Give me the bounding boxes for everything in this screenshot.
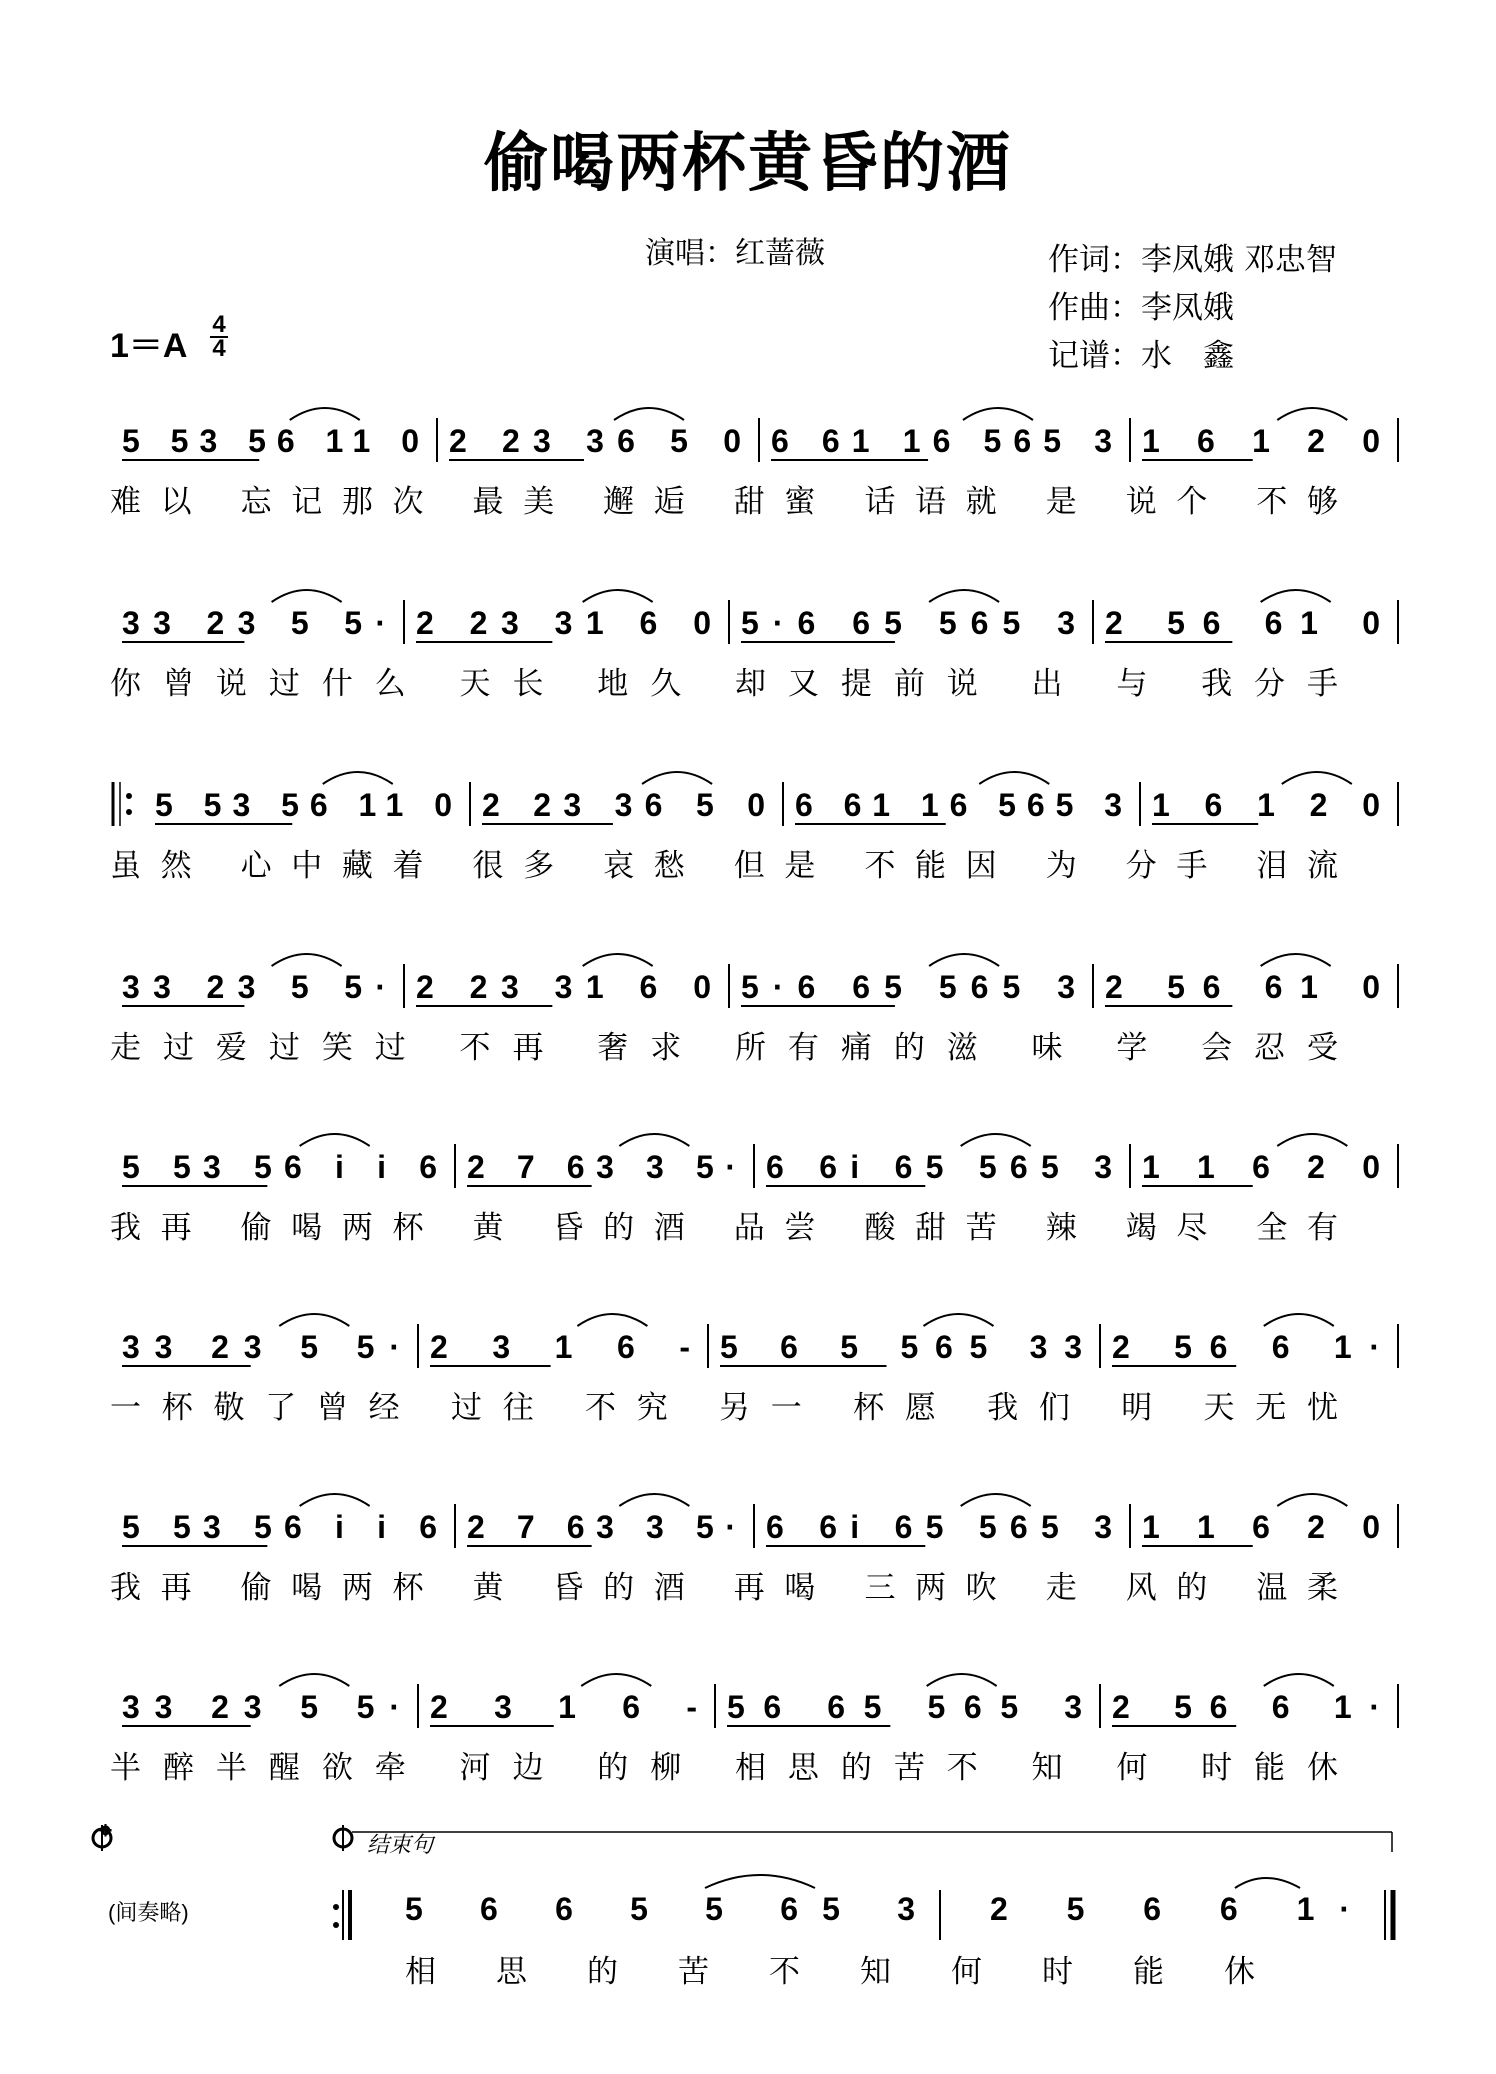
lyric-line: 一杯敬了曾经 过往 不究 另一 杯愿 我们 明 天无忧 [110, 1390, 1338, 1426]
measure-notes: 56 65 565 3 [727, 1689, 1082, 1725]
tie-arc [1261, 590, 1331, 602]
measure-notes: 5·6 65 565 3 [741, 605, 1075, 641]
coda-lyric-line: 相 思 的 苦 不 知 何 时 能 休 [405, 1954, 1255, 1990]
measure-notes: 5 53 56 11 0 [122, 423, 419, 459]
measure-notes: 5 53 56 i i 6 [122, 1509, 437, 1545]
measure-notes: 2 3 1 6 - [430, 1329, 690, 1365]
coda-measure-notes: 5 6 6 5 5 65 3 [405, 1891, 915, 1927]
tie-arc [963, 408, 1033, 420]
tie-arc [619, 1134, 689, 1146]
tie-arc [1264, 1674, 1334, 1686]
coda-measure-notes: 2 5 6 6 1· [990, 1891, 1350, 1927]
tie-arc [961, 1134, 1031, 1146]
measure-notes: 1 1 6 2 0 [1142, 1149, 1380, 1185]
composer-credit: 作曲：李凤娥 [1048, 290, 1234, 326]
tie-arc [279, 1314, 349, 1326]
song-title: 偷喝两杯黄昏的酒 [484, 126, 1012, 201]
measure-notes: 2 7 63 3 5· [467, 1509, 736, 1545]
tie-arc [272, 954, 342, 966]
tie-arc [581, 1674, 651, 1686]
tie-arc [300, 1494, 370, 1506]
measure-notes: 5 6 5 565 33 [720, 1329, 1082, 1365]
measure-notes: 1 1 6 2 0 [1142, 1509, 1380, 1545]
lyric-line: 我再 偷喝两杯 黄 昏的酒 再喝 三两吹 走 风的 温柔 [110, 1570, 1339, 1606]
lyric-line: 难以 忘记那次 最美 邂逅 甜蜜 话语就 是 说个 不够 [110, 484, 1339, 520]
coda-symbol: 𝄌 [100, 1818, 112, 1854]
tie-arc [272, 590, 342, 602]
ending-label: 结束句 [367, 1832, 434, 1857]
measure-notes: 5·6 65 565 3 [741, 969, 1075, 1005]
repeat-dot [333, 1904, 339, 1910]
measure-notes: 2 56 6 1· [1112, 1329, 1380, 1365]
interlude-label: (间奏略) [108, 1900, 189, 1925]
measure-notes: 2 56 61 0 [1105, 969, 1380, 1005]
tie-arc [961, 1494, 1031, 1506]
transcriber-credit: 记谱：水 鑫 [1048, 338, 1234, 374]
measure-notes: 2 23 36 5 0 [449, 423, 741, 459]
measure-notes: 5 53 56 i i 6 [122, 1149, 437, 1185]
lyric-line: 半醉半醒欲牵 河边 的柳 相思的苦不 知 何 时能休 [110, 1750, 1338, 1786]
measure-notes: 33 23 5 5· [122, 1329, 400, 1365]
measure-notes: 1 6 1 2 0 [1142, 423, 1380, 459]
measure-notes: 33 23 5 5· [122, 969, 386, 1005]
lyric-line: 虽然 心中藏着 很多 哀愁 但是 不能因 为 分手 泪流 [110, 848, 1339, 884]
tie-arc [1282, 772, 1352, 784]
measure-notes: 2 56 6 1· [1112, 1689, 1380, 1725]
time-signature-top: 4 [212, 311, 226, 338]
tie-arc [927, 1674, 997, 1686]
tie-arc [300, 1134, 370, 1146]
tie-arc [1277, 1494, 1347, 1506]
measure-notes: 2 3 1 6 - [430, 1689, 697, 1725]
time-signature-bottom: 4 [212, 335, 226, 362]
measure-notes: 6 6i 65 565 3 [766, 1509, 1112, 1545]
measure-notes: 2 23 31 6 0 [416, 605, 711, 641]
tie-arc [290, 408, 360, 420]
measure-notes: 1 6 1 2 0 [1152, 787, 1380, 823]
tie-arc [929, 954, 999, 966]
lyric-line: 我再 偷喝两杯 黄 昏的酒 品尝 酸甜苦 辣 竭尽 全有 [110, 1210, 1339, 1246]
singer-credit: 演唱：红蔷薇 [645, 236, 825, 271]
measure-notes: 2 56 61 0 [1105, 605, 1380, 641]
repeat-dot [126, 793, 132, 799]
lyric-line: 走过爱过笑过 不再 奢求 所有痛的滋 味 学 会忍受 [110, 1030, 1338, 1066]
tie-arc [705, 1875, 815, 1888]
measure-notes: 33 23 5 5· [122, 605, 386, 641]
tie-arc [979, 772, 1049, 784]
tie-arc [323, 772, 393, 784]
key-signature: 1＝A [110, 327, 188, 365]
tie-arc [1264, 1314, 1334, 1326]
tie-arc [1235, 1878, 1300, 1888]
measure-notes: 2 23 36 5 0 [482, 787, 765, 823]
tie-arc [583, 954, 653, 966]
tie-arc [1277, 1134, 1347, 1146]
tie-arc [614, 408, 684, 420]
tie-arc [577, 1314, 647, 1326]
measure-notes: 6 6i 65 565 3 [766, 1149, 1112, 1185]
tie-arc [929, 590, 999, 602]
tie-arc [1261, 954, 1331, 966]
measure-notes: 6 61 16 565 3 [795, 787, 1122, 823]
measure-notes: 2 23 31 6 0 [416, 969, 711, 1005]
tie-arc [279, 1674, 349, 1686]
measure-notes: 6 61 16 565 3 [771, 423, 1112, 459]
tie-arc [642, 772, 712, 784]
lyric-line: 你曾说过什么 天长 地久 却又提前说 出 与 我分手 [110, 666, 1338, 702]
measure-notes: 5 53 56 11 0 [155, 787, 452, 823]
measure-notes: 2 7 63 3 5· [467, 1149, 736, 1185]
repeat-dot [333, 1922, 339, 1928]
tie-arc [1277, 408, 1347, 420]
tie-arc [583, 590, 653, 602]
lyricist-credit: 作词：李凤娥 邓忠智 [1048, 242, 1337, 278]
measure-notes: 33 23 5 5· [122, 1689, 400, 1725]
tie-arc [619, 1494, 689, 1506]
repeat-dot [126, 809, 132, 815]
tie-arc [924, 1314, 994, 1326]
